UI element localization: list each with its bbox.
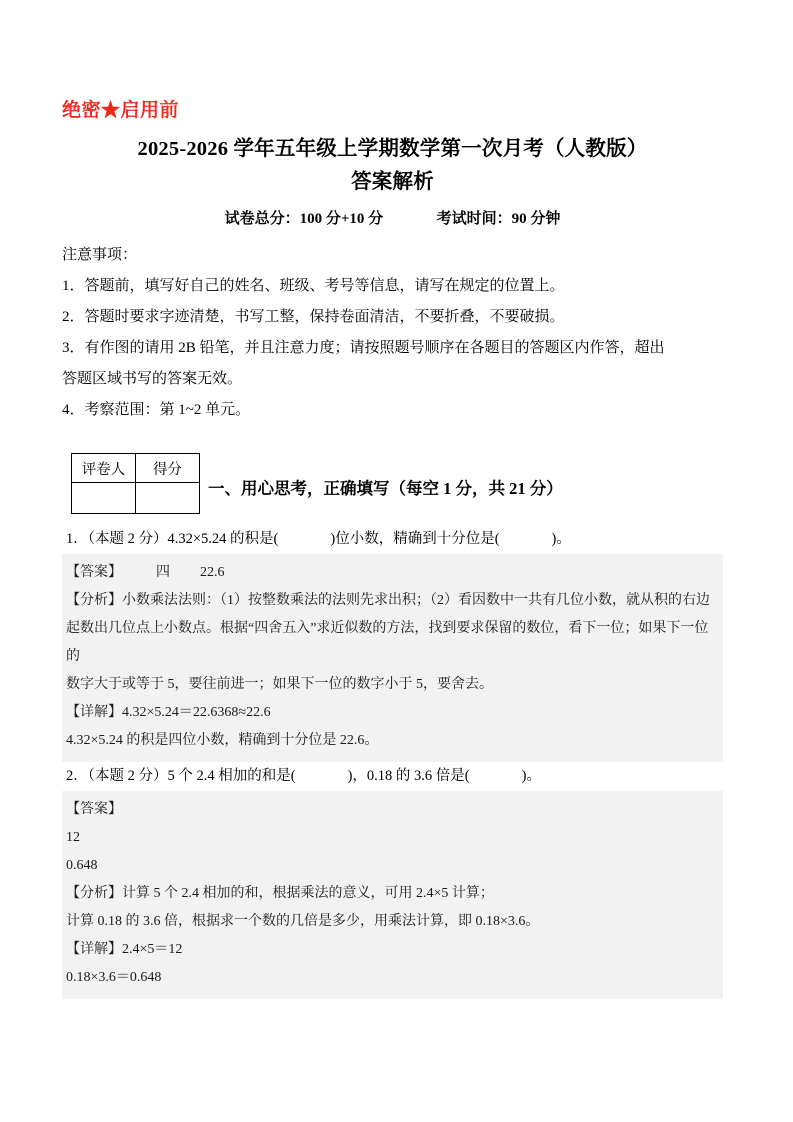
notice-heading: 注意事项： <box>62 247 138 263</box>
page-subtitle: 答案解析 <box>351 171 434 193</box>
question-2-answer-value-1: 12 <box>66 830 80 845</box>
question-1-analysis-line-3: 数字大于或等于 5，要往前进一；如果下一位的数字小于 5，要舍去。 <box>66 677 493 692</box>
question-1-answer-line <box>62 559 723 587</box>
question-1-answer-block <box>62 554 723 762</box>
question-2-analysis-line-2: 计算 0.18 的 3.6 倍，根据求一个数的几倍是多少，用乘法计算，即 0.18×3.6。 <box>66 914 540 929</box>
question-1-analysis-line-1: 【分析】小数乘法法则：（1）按整数乘法的法则先求出积；（2）看因数中一共有几位小数，就从积的右边 <box>66 593 710 608</box>
question-1-analysis-line-2: 起数出几位点上小数点。根据“四舍五入”求近似数的方法，找到要求保留的数位，看下一位；如果下一位的 <box>66 621 709 664</box>
question-1-prompt-part-a: 1．（本题 2 分）4.32×5.24 的积是( <box>66 531 279 547</box>
question-1-detail-line-2: 4.32×5.24 的积是四位小数，精确到十分位是 22.6。 <box>66 733 379 748</box>
question-1-answer-tag: 【答案】 <box>66 565 122 580</box>
grading-table-cell-marker[interactable] <box>72 483 136 514</box>
notice-item-3-cont: 答题区域书写的答案无效。 <box>62 371 243 387</box>
question-2-answer-block <box>62 791 723 999</box>
grading-table-cell-score[interactable] <box>136 483 200 514</box>
section-heading: 一、用心思考，正确填写（每空 1 分，共 21 分） <box>208 479 563 498</box>
question-1-detail-line-1: 【详解】4.32×5.24＝22.6368≈22.6 <box>66 705 271 720</box>
notice-item-2: 2．答题时要求字迹清楚，书写工整，保持卷面清洁，不要折叠，不要破损。 <box>62 309 565 325</box>
question-2-prompt-part-b: )，0.18 的 3.6 倍是( <box>347 768 470 784</box>
question-2-detail-line-2: 0.18×3.6＝0.648 <box>66 970 162 985</box>
question-1-prompt-part-c: )。 <box>551 531 571 547</box>
exam-time-label: 考试时间：90 分钟 <box>436 211 561 227</box>
document-content <box>62 0 723 999</box>
grading-table-header-marker: 评卷人 <box>72 454 136 483</box>
exam-meta-line <box>62 199 723 234</box>
question-2-prompt-part-c: )。 <box>521 768 541 784</box>
table-row <box>72 454 200 483</box>
notice-item-1: 1．答题前，填写好自己的姓名、班级、考号等信息，请写在规定的位置上。 <box>62 278 565 294</box>
question-2-detail-line-1: 【详解】2.4×5＝12 <box>66 942 183 957</box>
question-2-analysis-line-1: 【分析】计算 5 个 2.4 相加的和，根据乘法的意义，可用 2.4×5 计算； <box>66 886 494 901</box>
question-2-answer-tag: 【答案】 <box>66 802 122 817</box>
question-1-answer-value-1: 四 <box>156 565 170 580</box>
section-header-row <box>62 453 723 525</box>
question-1-prompt-part-b: )位小数，精确到十分位是( <box>330 531 500 547</box>
grading-table-header-score: 得分 <box>136 454 200 483</box>
question-2-answer-value-2: 0.648 <box>66 858 98 873</box>
grading-table <box>71 453 200 514</box>
page-title: 2025-2026 学年五年级上学期数学第一次月考（人教版） <box>137 138 648 160</box>
question-2-prompt <box>62 762 723 791</box>
notice-item-4: 4．考察范围：第 1~2 单元。 <box>62 402 251 418</box>
question-2-prompt-part-a: 2．（本题 2 分）5 个 2.4 相加的和是( <box>66 768 296 784</box>
question-1-answer-value-2: 22.6 <box>200 565 225 580</box>
question-1-prompt <box>62 525 723 554</box>
notice-item-3: 3．有作图的请用 2B 铅笔，并且注意力度；请按照题号顺序在各题目的答题区内作答，超出 <box>62 340 665 356</box>
total-score-label: 试卷总分：100 分+10 分 <box>224 211 384 227</box>
table-row <box>72 483 200 514</box>
secret-notice: 绝密★启用前 <box>62 100 180 121</box>
